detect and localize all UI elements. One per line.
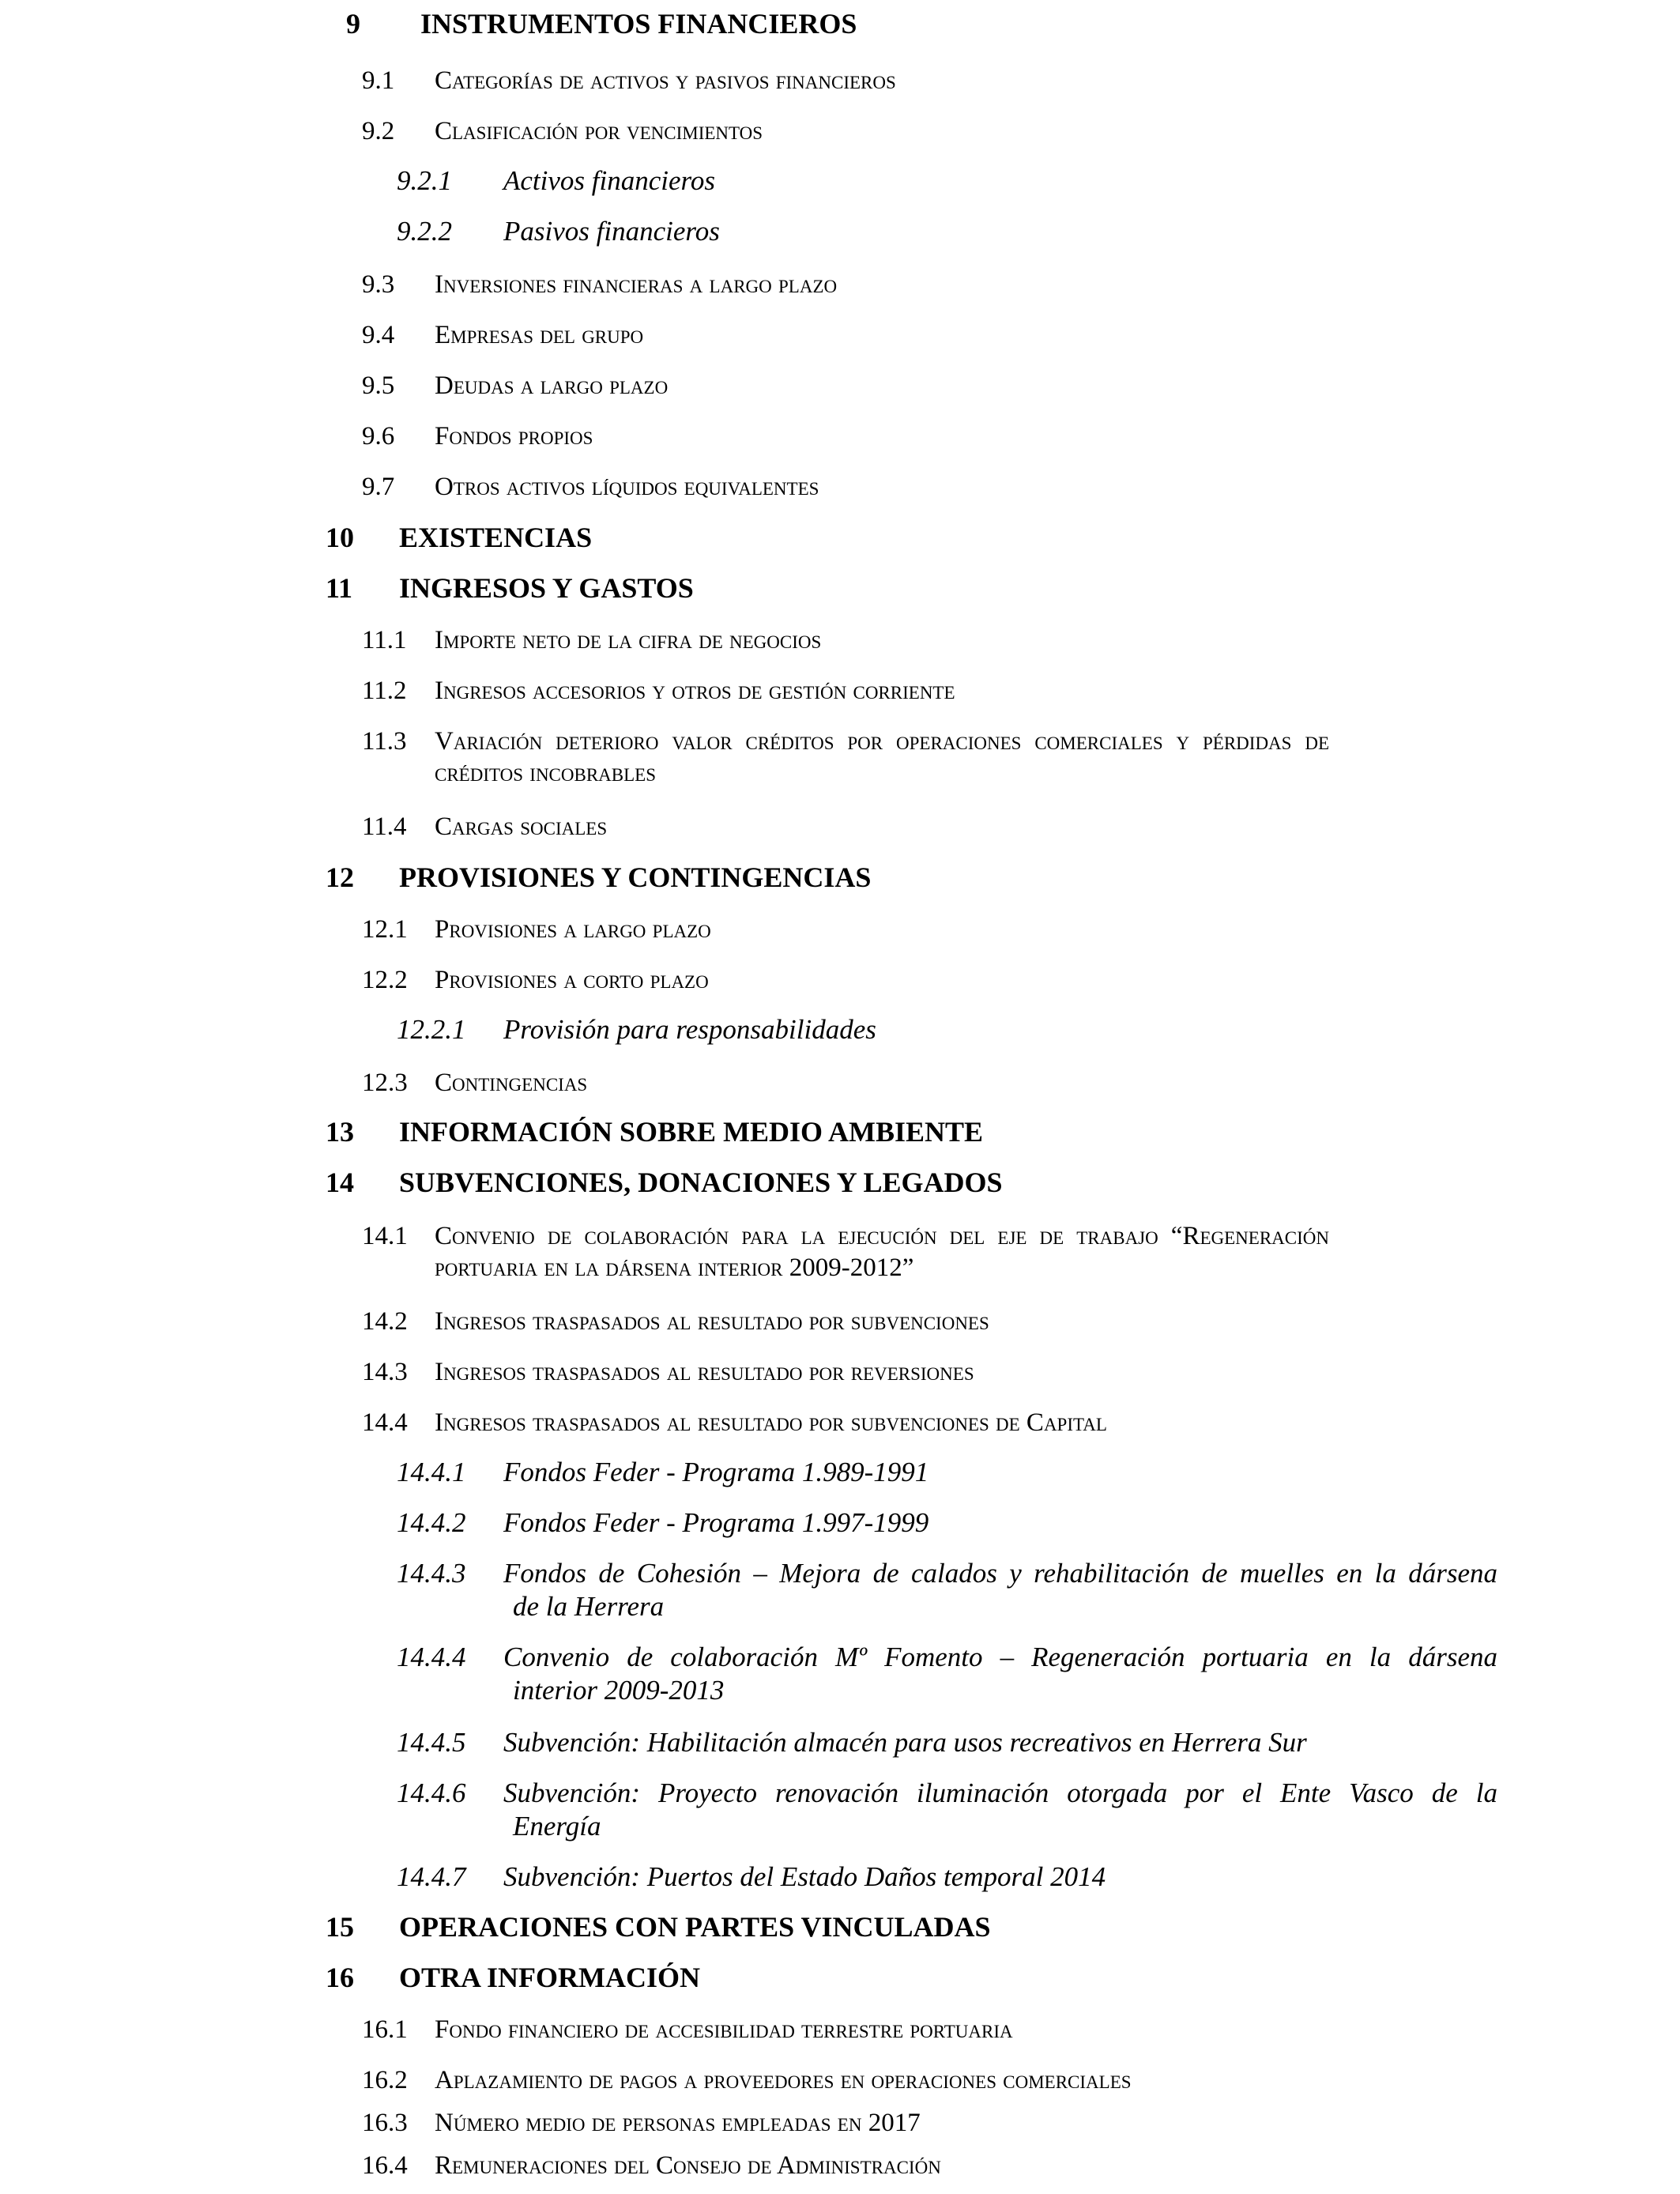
toc-title: Fondos Feder - Programa 1.997-1999 [503, 1507, 929, 1538]
toc-title: PROVISIONES Y CONTINGENCIAS [399, 861, 872, 893]
toc-number: 9.3 [362, 270, 395, 299]
toc-number: 9.7 [362, 473, 395, 501]
toc-title: Ingresos traspasados al resultado por subvenciones de Capital [435, 1408, 1107, 1437]
toc-number: 15 [326, 1911, 354, 1943]
toc-title: Variación deterioro valor créditos por operaciones comerciales y pérdidas de créditos incobrables [435, 727, 1329, 787]
toc-number: 9.2.2 [397, 216, 452, 247]
toc-title: Activos financieros [503, 165, 715, 196]
toc-number: 9.2 [362, 117, 395, 145]
toc-number: 12.1 [362, 915, 408, 944]
toc-title: Empresas del grupo [435, 321, 644, 349]
toc-title: Convenio de colaboración Mº Fomento – Regeneración portuaria en la dársena [503, 1642, 1497, 1672]
toc-number: 9.2.1 [397, 165, 452, 196]
toc-number: 14 [326, 1167, 354, 1198]
toc-number: 10 [326, 522, 354, 553]
toc-title: Aplazamiento de pagos a proveedores en operaciones comerciales [435, 2066, 1132, 2094]
toc-title: Fondos propios [435, 422, 593, 450]
toc-title: Inversiones financieras a largo plazo [435, 270, 838, 299]
toc-number: 12 [326, 861, 354, 893]
toc-number: 12.2 [362, 966, 408, 994]
toc-number: 14.4.5 [397, 1727, 466, 1758]
toc-title-continuation: de la Herrera [513, 1591, 665, 1622]
toc-title-continuation: Energía [513, 1811, 601, 1842]
toc-title: Ingresos traspasados al resultado por reversiones [435, 1358, 974, 1386]
toc-number: 9.4 [362, 321, 395, 349]
toc-number: 16.3 [362, 2109, 408, 2137]
toc-title: Deudas a largo plazo [435, 371, 669, 400]
toc-number: 14.4.3 [397, 1558, 466, 1589]
toc-title: Importe neto de la cifra de negocios [435, 626, 822, 654]
toc-number: 16.4 [362, 2151, 408, 2180]
toc-title: Provisión para responsabilidades [503, 1014, 876, 1045]
toc-title: Cargas sociales [435, 812, 608, 841]
toc-title: EXISTENCIAS [399, 522, 593, 553]
toc-number: 9 [346, 8, 360, 40]
toc-number: 9.1 [362, 66, 395, 95]
toc-title: Pasivos financieros [503, 216, 720, 247]
toc-number: 16.1 [362, 2015, 408, 2044]
toc-number: 14.1 [362, 1222, 408, 1250]
toc-title: Clasificación por vencimientos [435, 117, 763, 145]
toc-title: Otros activos líquidos equivalentes [435, 473, 819, 501]
toc-title-block [503, 1557, 1497, 1623]
toc-title: INGRESOS Y GASTOS [399, 572, 694, 604]
toc-title: Ingresos accesorios y otros de gestión corriente [435, 677, 955, 705]
toc-title: Remuneraciones del Consejo de Administración [435, 2151, 941, 2180]
toc-title: Número medio de personas empleadas en 2017 [435, 2109, 921, 2137]
toc-title: Fondo financiero de accesibilidad terrestre portuaria [435, 2015, 1013, 2044]
toc-title: Categorías de activos y pasivos financieros [435, 66, 896, 95]
toc-title-block [503, 1641, 1497, 1707]
toc-title: Provisiones a corto plazo [435, 966, 709, 994]
toc-number: 14.4.1 [397, 1457, 466, 1487]
toc-title: SUBVENCIONES, DONACIONES Y LEGADOS [399, 1167, 1003, 1198]
toc-number: 16.2 [362, 2066, 408, 2094]
toc-title: Ingresos traspasados al resultado por subvenciones [435, 1307, 989, 1336]
toc-title: INSTRUMENTOS FINANCIEROS [420, 8, 857, 40]
toc-number: 14.4 [362, 1408, 408, 1437]
toc-number: 14.3 [362, 1358, 408, 1386]
toc-title: OTRA INFORMACIÓN [399, 1962, 701, 1993]
toc-title: Convenio de colaboración para la ejecución del eje de trabajo “Regeneración portuaria en la dársena interior 2009-2012” [435, 1222, 1329, 1282]
toc-title: Subvención: Habilitación almacén para usos recreativos en Herrera Sur [503, 1727, 1307, 1758]
toc-number: 12.2.1 [397, 1014, 466, 1045]
toc-title: OPERACIONES CON PARTES VINCULADAS [399, 1911, 991, 1943]
toc-title: INFORMACIÓN SOBRE MEDIO AMBIENTE [399, 1116, 984, 1148]
toc-number: 14.4.2 [397, 1507, 466, 1538]
toc-number: 16 [326, 1962, 354, 1993]
toc-number: 12.3 [362, 1069, 408, 1097]
toc-title: Fondos de Cohesión – Mejora de calados y rehabilitación de muelles en la dársena [503, 1558, 1497, 1589]
toc-number: 14.2 [362, 1307, 408, 1336]
toc-title: Subvención: Puertos del Estado Daños temporal 2014 [503, 1861, 1106, 1892]
toc-number: 14.4.7 [397, 1861, 466, 1892]
toc-number: 11.1 [362, 626, 407, 654]
toc-number: 9.5 [362, 371, 395, 400]
toc-number: 11.4 [362, 812, 407, 841]
toc-number: 14.4.4 [397, 1642, 466, 1672]
toc-number: 13 [326, 1116, 354, 1148]
toc-title-continuation: interior 2009-2013 [513, 1675, 725, 1706]
toc-number: 11.3 [362, 727, 407, 756]
toc-number: 11.2 [362, 677, 407, 705]
toc-title: Subvención: Proyecto renovación iluminación otorgada por el Ente Vasco de la [503, 1777, 1497, 1808]
toc-number: 11 [326, 572, 353, 604]
toc-number: 14.4.6 [397, 1777, 466, 1808]
toc-title: Fondos Feder - Programa 1.989-1991 [503, 1457, 929, 1487]
toc-title-block [503, 1777, 1497, 1843]
toc-title: Contingencias [435, 1069, 588, 1097]
toc-title: Provisiones a largo plazo [435, 915, 711, 944]
toc-number: 9.6 [362, 422, 395, 450]
